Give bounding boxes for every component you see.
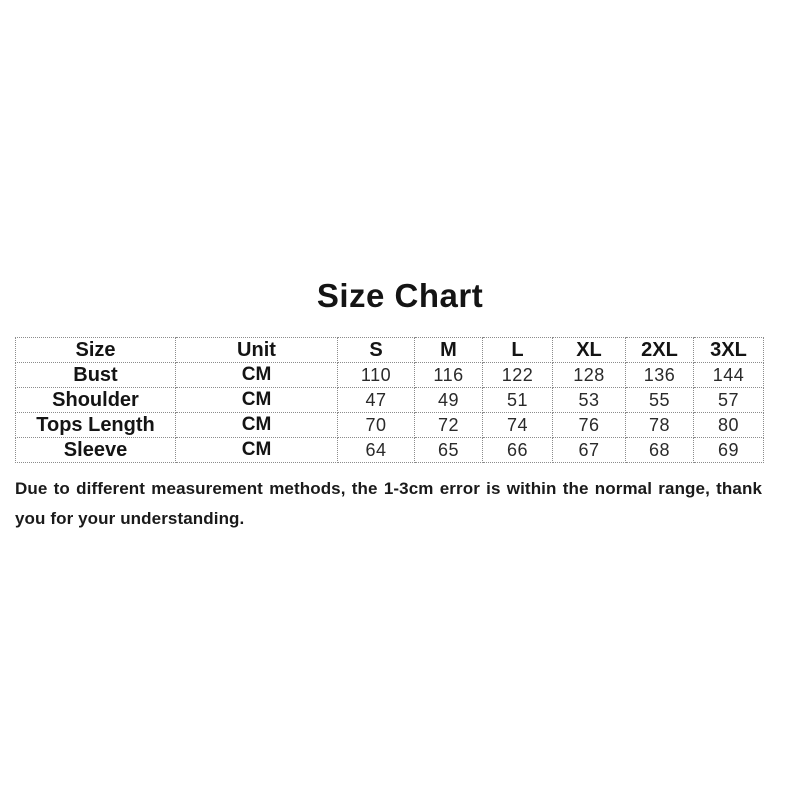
value-cell: 74 (483, 413, 553, 438)
value-cell: 57 (694, 388, 764, 413)
value-cell: 128 (553, 363, 626, 388)
value-cell: 53 (553, 388, 626, 413)
header-size-m: M (415, 338, 483, 363)
header-size-2xl: 2XL (626, 338, 694, 363)
header-size-s: S (338, 338, 415, 363)
value-cell: 122 (483, 363, 553, 388)
header-size-l: L (483, 338, 553, 363)
page-title: Size Chart (316, 277, 484, 314)
value-cell: 65 (415, 438, 483, 463)
value-cell: 80 (694, 413, 764, 438)
header-size-xl: XL (553, 338, 626, 363)
disclaimer-text: Due to different measurement methods, the 1-3cm error is within the normal range, thank you for your understanding. (15, 479, 762, 528)
value-cell: 110 (338, 363, 415, 388)
value-cell: 49 (415, 388, 483, 413)
value-cell: 47 (338, 388, 415, 413)
unit-cell: CM (176, 388, 338, 413)
table-row-shoulder (16, 388, 764, 413)
value-cell: 66 (483, 438, 553, 463)
table-row-sleeve (16, 438, 764, 463)
value-cell: 78 (626, 413, 694, 438)
value-cell: 76 (553, 413, 626, 438)
value-cell: 72 (415, 413, 483, 438)
value-cell: 144 (694, 363, 764, 388)
unit-cell: CM (176, 363, 338, 388)
row-label-sleeve: Sleeve (16, 438, 176, 463)
table-row-tops-length (16, 413, 764, 438)
value-cell: 51 (483, 388, 553, 413)
value-cell: 70 (338, 413, 415, 438)
value-cell: 55 (626, 388, 694, 413)
value-cell: 64 (338, 438, 415, 463)
row-label-tops-length: Tops Length (16, 413, 176, 438)
unit-cell: CM (176, 438, 338, 463)
value-cell: 68 (626, 438, 694, 463)
size-chart-table (15, 337, 764, 463)
unit-cell: CM (176, 413, 338, 438)
value-cell: 69 (694, 438, 764, 463)
table-row-bust (16, 363, 764, 388)
header-size: Size (16, 338, 176, 363)
header-unit: Unit (176, 338, 338, 363)
value-cell: 136 (626, 363, 694, 388)
value-cell: 116 (415, 363, 483, 388)
header-size-3xl: 3XL (694, 338, 764, 363)
value-cell: 67 (553, 438, 626, 463)
row-label-shoulder: Shoulder (16, 388, 176, 413)
row-label-bust: Bust (16, 363, 176, 388)
table-header-row (16, 338, 764, 363)
